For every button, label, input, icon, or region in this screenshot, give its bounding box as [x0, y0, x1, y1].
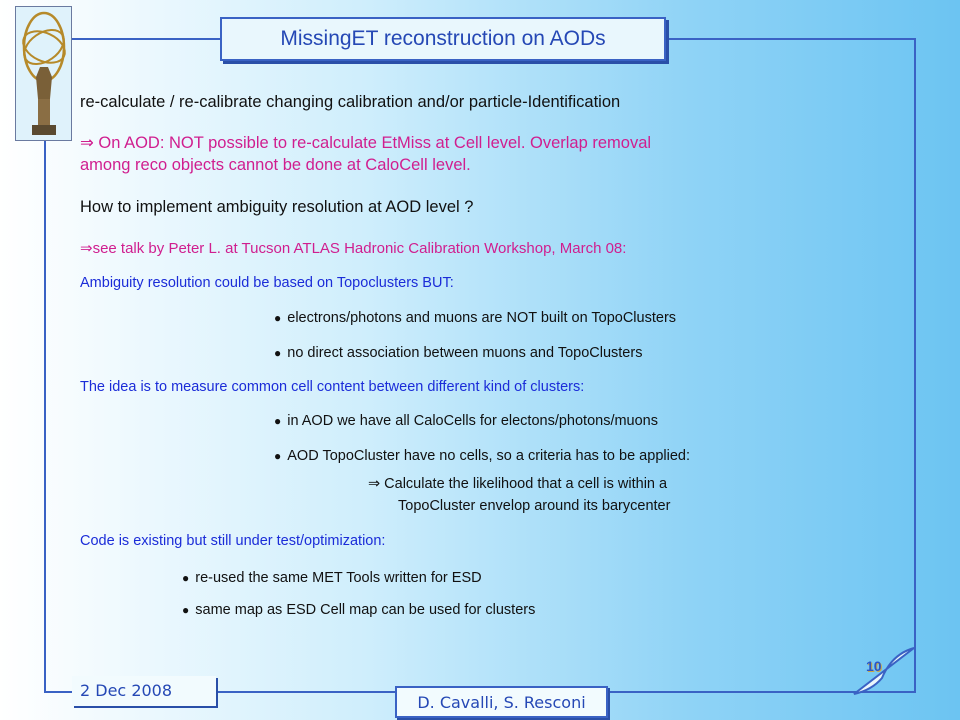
text-code-existing: Code is existing but still under test/optimization:: [80, 533, 386, 549]
list-item: [274, 345, 642, 361]
list-item-text: no direct association between muons and TopoClusters: [287, 345, 643, 361]
slide-title: MissingET reconstruction on AODs: [220, 17, 666, 61]
text-idea: The idea is to measure common cell content between different kind of clusters:: [80, 379, 585, 395]
text-likelihood: ⇒ Calculate the likelihood that a cell is within a: [368, 476, 668, 492]
list-item-text: re-used the same MET Tools written for ESD: [195, 570, 482, 586]
text-see-talk: ⇒see talk by Peter L. at Tucson ATLAS Hadronic Calibration Workshop, March 08:: [80, 240, 627, 257]
page-number: 10: [866, 658, 882, 674]
list-item: [274, 448, 690, 464]
text-overlap-removal: among reco objects cannot be done at CaloCell level.: [80, 156, 471, 174]
bullet-icon: ●: [182, 571, 190, 585]
list-item-text: in AOD we have all CaloCells for electons/photons/muons: [287, 413, 658, 429]
slide-authors: D. Cavalli, S. Resconi: [395, 686, 608, 718]
bullet-icon: ●: [274, 449, 282, 463]
list-item-text: electrons/photons and muons are NOT built on TopoClusters: [287, 310, 677, 326]
list-item: [182, 602, 535, 618]
list-item: [274, 310, 676, 326]
bullet-icon: ●: [274, 311, 282, 325]
list-item: [274, 413, 658, 429]
text-recalculate: re-calculate / re-calibrate changing calibration and/or particle-Identification: [80, 93, 621, 111]
page-curl-icon: [852, 644, 916, 696]
text-ambiguity-based: Ambiguity resolution could be based on Topoclusters BUT:: [80, 275, 454, 291]
atlas-logo: [15, 6, 72, 141]
slide-date: 2 Dec 2008: [72, 676, 216, 706]
list-item-text: same map as ESD Cell map can be used for clusters: [195, 602, 536, 618]
bullet-icon: ●: [274, 346, 282, 360]
list-item-text: AOD TopoCluster have no cells, so a criteria has to be applied:: [287, 448, 690, 464]
bullet-icon: ●: [182, 603, 190, 617]
text-ambiguity-question: How to implement ambiguity resolution at AOD level ?: [80, 198, 474, 216]
text-aod-not-possible: ⇒ On AOD: NOT possible to re-calculate EtMiss at Cell level. Overlap removal: [80, 134, 652, 152]
text-envelop: TopoCluster envelop around its barycenter: [398, 498, 671, 514]
bullet-icon: ●: [274, 414, 282, 428]
list-item: [182, 570, 482, 586]
